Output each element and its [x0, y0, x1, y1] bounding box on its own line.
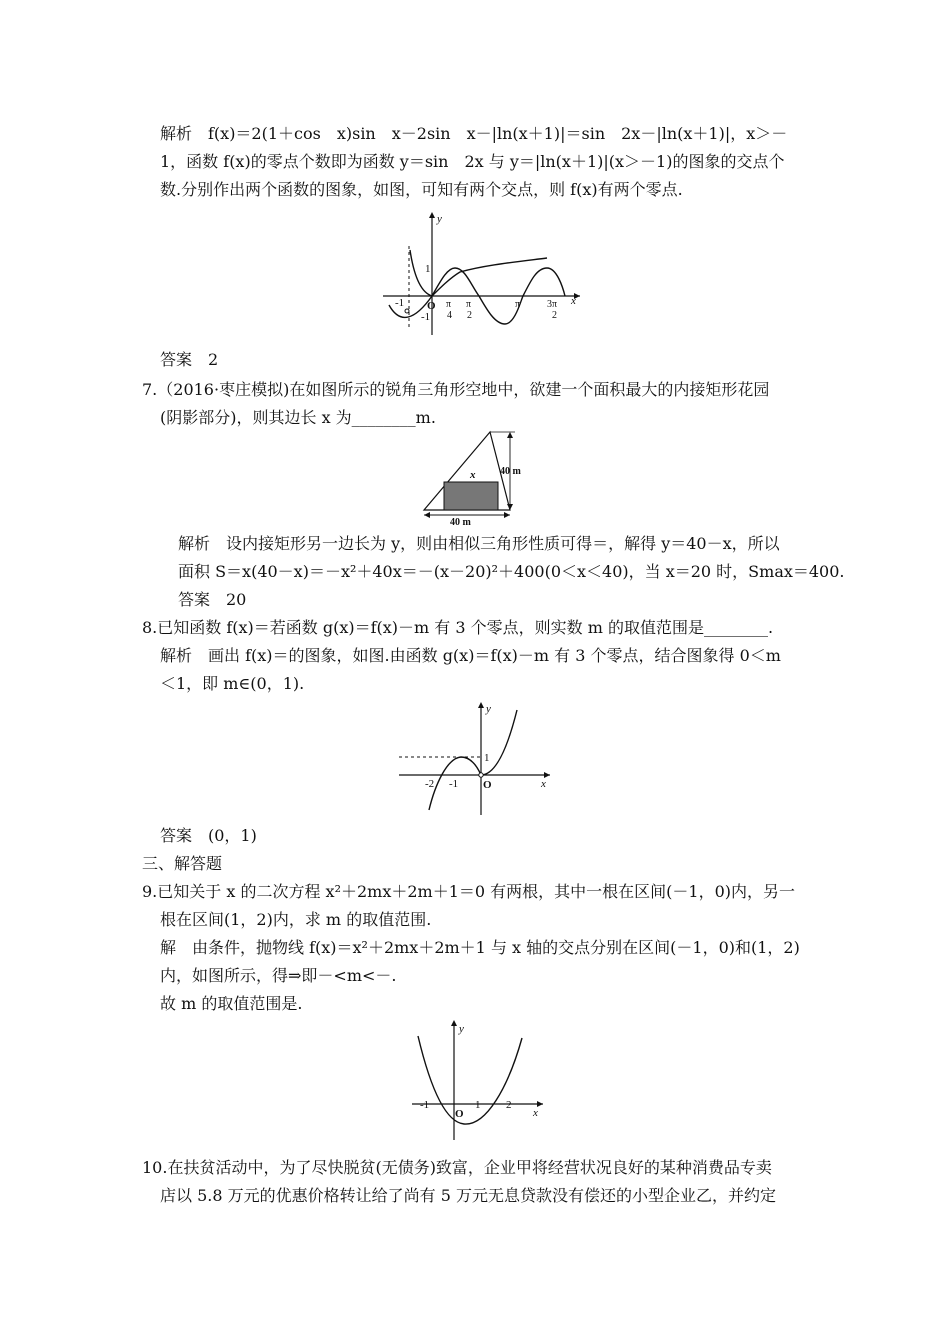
fig2-label-base: 40 m [450, 517, 471, 528]
text-line-21: 店以 5.8 万元的优惠价格转让给了尚有 5 万元无息贷款没有偿还的小型企业乙，并约定 [160, 1186, 776, 1205]
fig1-label-y: y [437, 213, 442, 225]
text-line-9: 答案 20 [178, 590, 247, 609]
fig1-label-pi-4-top: π [446, 299, 452, 310]
fig3-label-1: 1 [484, 752, 490, 764]
fig1-label-3pi-bot: 2 [552, 310, 557, 321]
text-line-20: 10.在扶贫活动中，为了尽快脱贫(无债务)致富，企业甲将经营状况良好的某种消费品专卖 [142, 1158, 772, 1177]
fig1-label-pi-2-bot: 2 [467, 310, 472, 321]
fig1-label-neg1-y: -1 [421, 311, 431, 323]
text-line-16: 根在区间(1，2)内，求 m 的取值范围. [160, 910, 432, 929]
fig1-label-pi: π [515, 299, 521, 310]
text-line-6: (阴影部分)，则其边长 x 为________m. [160, 408, 436, 427]
fig3-label-x: x [541, 778, 546, 790]
text-line-13: 答案 (0，1) [160, 826, 257, 845]
figure-piecewise-graph [395, 700, 555, 820]
fig3-label-neg1: -1 [449, 778, 459, 790]
fig1-label-1: 1 [425, 263, 431, 275]
fig1-label-pi-2-top: π [466, 299, 472, 310]
fig4-label-1: 1 [475, 1099, 481, 1111]
text-line-8: 面积 S＝x(40－x)＝－x²＋40x＝－(x－20)²＋400(0＜x＜40)，当 x＝20 时，Smax＝400. [178, 562, 845, 581]
text-line-3: 数.分别作出两个函数的图象，如图，可知有两个交点，则 f(x)有两个零点. [160, 180, 683, 199]
text-line-1: 解析 f(x)＝2(1＋cos x)sin x－2sin x－|ln(x＋1)|＝sin 2x－|ln(x＋1)|，x＞－ [160, 124, 788, 143]
fig3-label-neg2: -2 [425, 778, 435, 790]
figure-parabola-graph [408, 1018, 548, 1143]
text-line-17: 解 由条件，抛物线 f(x)＝x²＋2mx＋2m＋1 与 x 轴的交点分别在区间(－1，0)和(1，2) [160, 938, 800, 957]
fig3-label-O: O [483, 779, 492, 791]
fig1-label-O: O [427, 300, 436, 312]
text-line-19: 故 m 的取值范围是. [160, 994, 303, 1013]
text-line-5: 7.（2016·枣庄模拟)在如图所示的锐角三角形空地中，欲建一个面积最大的内接矩形花园 [142, 380, 770, 399]
fig1-label-3pi-top: 3π [547, 299, 558, 310]
figure-sin-ln-graph [375, 210, 585, 340]
fig4-label-neg1: -1 [420, 1099, 430, 1111]
text-line-12: ＜1，即 m∈(0，1). [160, 674, 305, 693]
fig1-label-neg1: -1 [395, 297, 405, 309]
fig4-label-O: O [455, 1108, 464, 1120]
fig2-label-x: x [470, 469, 476, 481]
text-line-18: 内，如图所示，得⇒即－<m<－. [160, 966, 397, 985]
text-line-2: 1，函数 f(x)的零点个数即为函数 y＝sin 2x 与 y＝|ln(x＋1)|(x＞－1)的图象的交点个 [160, 152, 785, 171]
fig1-label-x: x [571, 295, 576, 307]
text-line-4: 答案 2 [160, 350, 219, 369]
text-line-15: 9.已知关于 x 的二次方程 x²＋2mx＋2m＋1＝0 有两根，其中一根在区间(－1，0)内，另一 [142, 882, 796, 901]
figure-triangle-rectangle [420, 428, 545, 528]
fig3-label-y: y [486, 703, 491, 715]
text-line-11: 解析 画出 f(x)＝的图象，如图.由函数 g(x)＝f(x)－m 有 3 个零点，结合图象得 0＜m [160, 646, 781, 665]
fig2-label-height: 40 m [500, 466, 521, 477]
fig4-label-x: x [533, 1107, 538, 1119]
text-line-10: 8.已知函数 f(x)＝若函数 g(x)＝f(x)－m 有 3 个零点，则实数 m 的取值范围是________. [142, 618, 774, 637]
text-line-7: 解析 设内接矩形另一边长为 y，则由相似三角形性质可得＝，解得 y＝40－x，所以 [178, 534, 780, 553]
fig4-label-y: y [459, 1023, 464, 1035]
section-heading: 三、解答题 [142, 854, 223, 873]
fig1-label-pi-4-bot: 4 [447, 310, 452, 321]
fig4-label-2: 2 [506, 1099, 512, 1111]
